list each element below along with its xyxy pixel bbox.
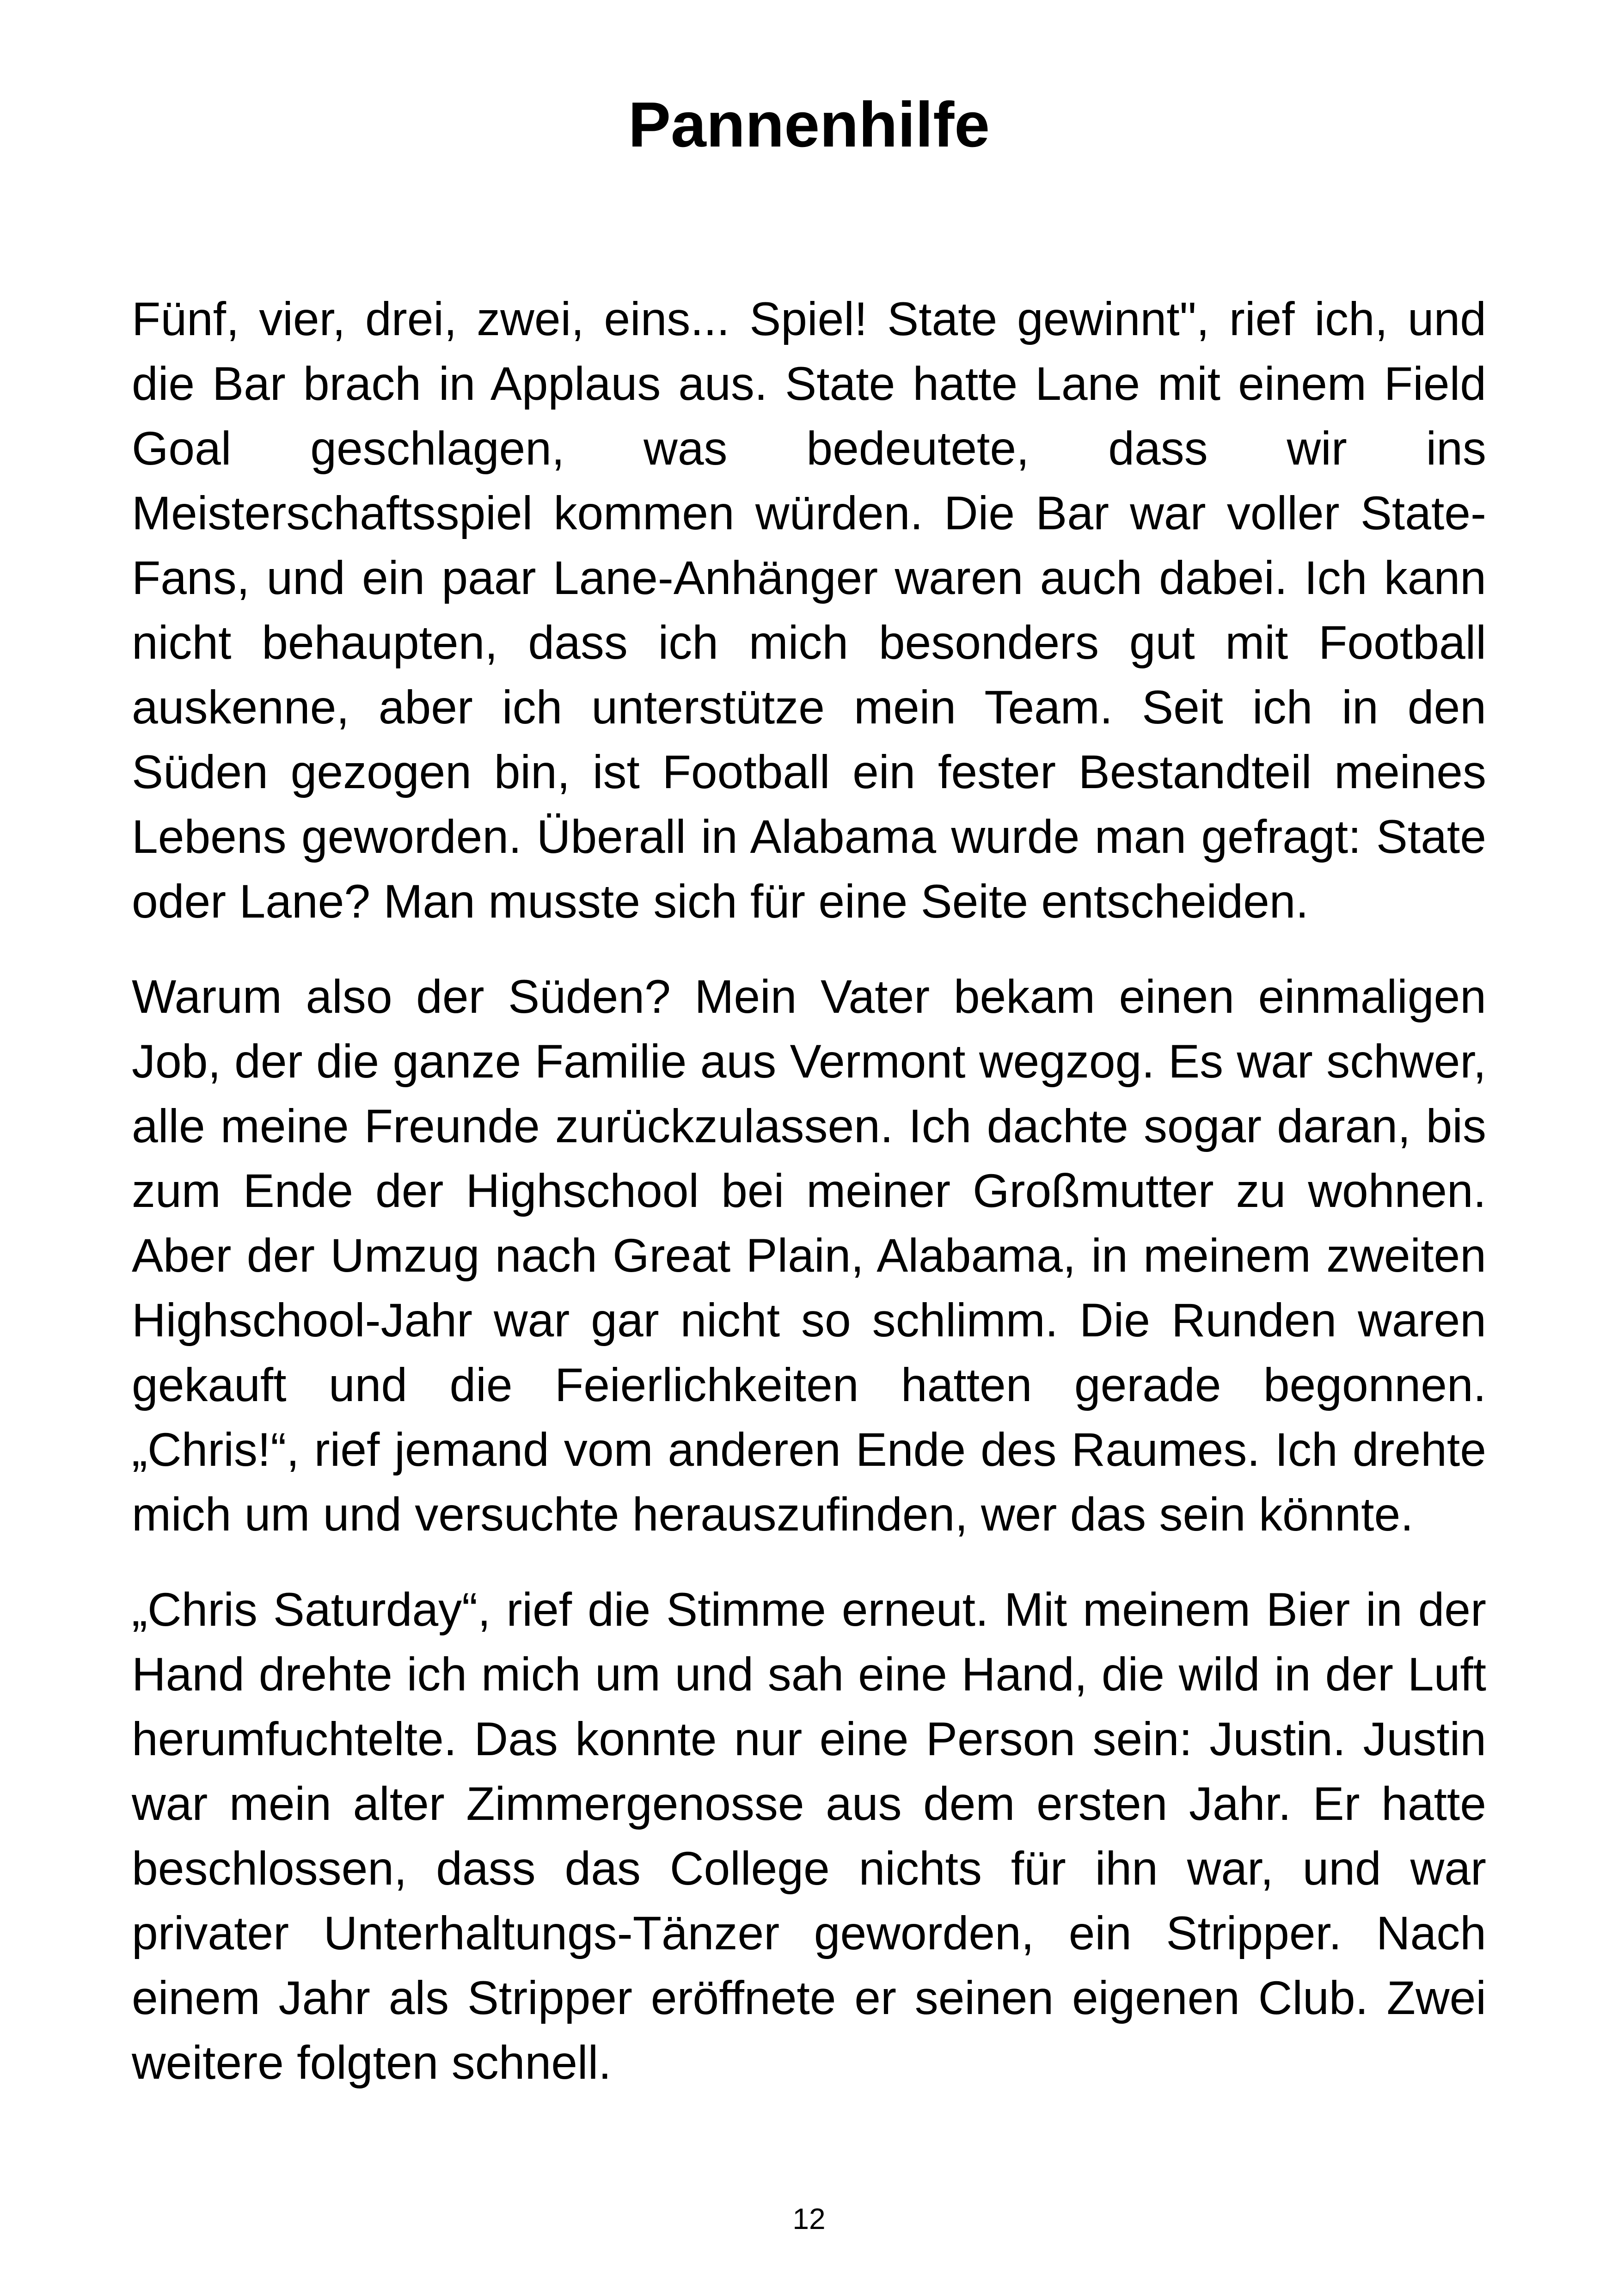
paragraph-3: „Chris Saturday“, rief die Stimme erneut. Mit meinem Bier in der Hand drehte ich mich um und sah eine Hand, die wild in der Luft herumfuchtelte. Das konnte nur eine Person sein: Justin. Justin war mein alter Zimmergenosse aus dem ersten Jahr. Er hatte beschlossen, dass das College nichts für ihn war, und war privater Unterhaltungs-Tänzer geworden, ein Stripper. Nach einem Jahr als Stripper eröffnete er seinen eigenen Club. Zwei weitere folgten schnell. [132,1583,1486,2089]
page-title: Pannenhilfe [628,89,990,160]
paragraph-1: Fünf, vier, drei, zwei, eins... Spiel! State gewinnt", rief ich, und die Bar brach in Applaus aus. State hatte Lane mit einem Field Goal geschlagen, was bedeutete, dass wir ins Meisterschaftsspiel kommen würden. Die Bar war voller State-Fans, und ein paar Lane-Anhänger waren auch dabei. Ich kann nicht behaupten, dass ich mich besonders gut mit Football auskenne, aber ich unterstütze mein Team. Seit ich in den Süden gezogen bin, ist Football ein fester Bestandteil meines Lebens geworden. Überall in Alabama wurde man gefragt: State oder Lane? Man musste sich für eine Seite entscheiden. [132,293,1486,928]
page-number: 12 [792,2202,826,2235]
paragraph-2: Warum also der Süden? Mein Vater bekam einen einmaligen Job, der die ganze Familie aus Vermont wegzog. Es war schwer, alle meine Freunde zurückzulassen. Ich dachte sogar daran, bis zum Ende der Highschool bei meiner Großmutter zu wohnen. Aber der Umzug nach Great Plain, Alabama, in meinem zweiten Highschool-Jahr war gar nicht so schlimm. Die Runden waren gekauft und die Feierlichkeiten hatten gerade begonnen. „Chris!“, rief jemand vom anderen Ende des Raumes. Ich drehte mich um und versuchte herauszufinden, wer das sein könnte. [132,970,1486,1541]
body-text [132,287,1486,2125]
